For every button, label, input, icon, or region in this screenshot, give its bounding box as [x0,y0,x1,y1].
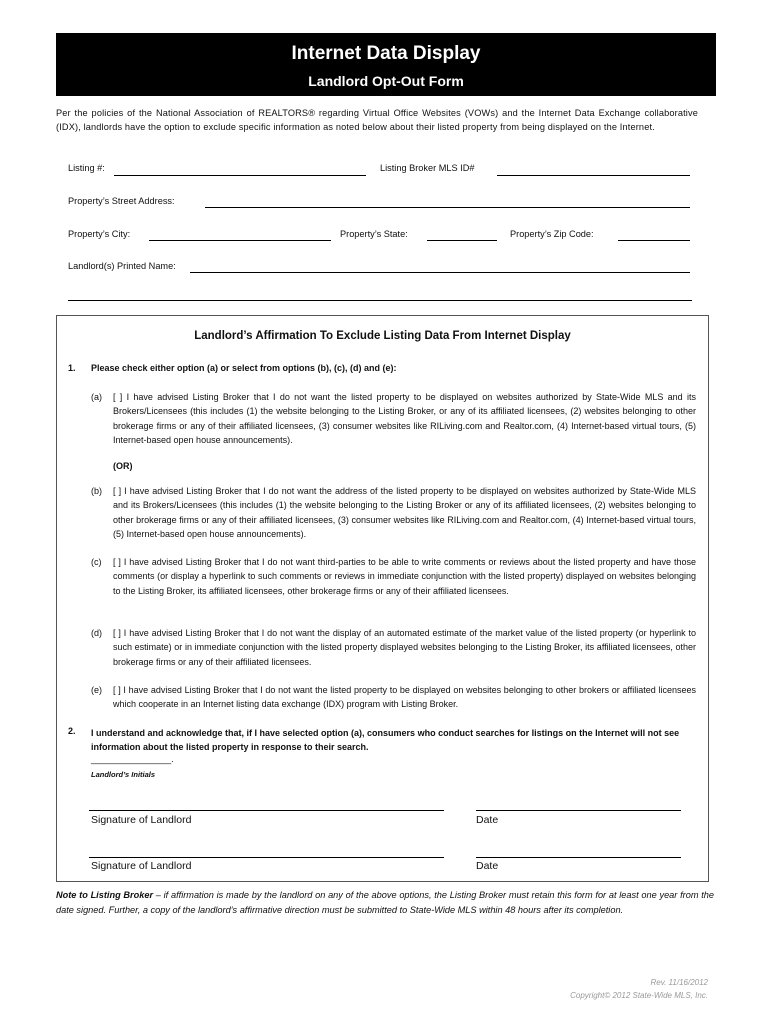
revision-date: Rev. 11/16/2012 [650,978,708,987]
note-text: – if affirmation is made by the landlord on any of the above options, the Listing Broker must retain this form for at least one year from the date signed. Further, a copy of the landlord’s affirmative direction must be submitted to State-Wide MLS within 48 hours after its completion. [56,890,714,915]
form-header [56,33,716,96]
date-line-2[interactable] [476,857,681,858]
broker-mls-field[interactable] [497,175,690,176]
option-d-label: (d) [91,628,102,638]
signature-line-2[interactable] [89,857,444,858]
zip-field[interactable] [618,240,690,241]
item-2-text: I understand and acknowledge that, if I have selected option (a), consumers who conduct searches for listings on the Internet will not see information about the listed property in response to their search. [91,728,680,753]
option-b-label: (b) [91,486,102,496]
landlord-name-field-2[interactable] [68,300,692,301]
note-lead: Note to Listing Broker [56,890,154,900]
landlord-name-label: Landlord(s) Printed Name: [68,261,176,271]
note-paragraph [56,888,714,918]
option-a-text[interactable]: [ ] I have advised Listing Broker that I do not want the listed property to be displayed on websites authorized by State-Wide MLS and its Brokers/Licensees (this includes (1) the website belonging to the Listing Broker, or any of its affiliated licensees, (2) websites belonging to other brokerage firms or any of their affiliated licensees, (3) consumer websites like RILiving.com and Realtor.com, (4) Internet-based virtual tours, (5) Internet-based open house announcements). [113,392,696,445]
zip-label: Property’s Zip Code: [510,229,594,239]
signature-label-2: Signature of Landlord [91,860,192,872]
item-2-number: 2. [68,726,76,736]
date-label-2: Date [476,860,499,872]
or-text: (OR) [113,461,133,471]
broker-mls-label: Listing Broker MLS ID# [380,163,475,173]
initials-label: Landlord’s Initials [91,770,156,779]
landlord-name-field[interactable] [190,272,690,273]
state-label: Property’s State: [340,229,408,239]
option-d-text[interactable]: [ ] I have advised Listing Broker that I do not want the display of an automated estimate of the market value of the listed property (or hyperlink to such estimate) or in immediate conjunction with the listed property displayed websites belonging to the Listing Broker, its affiliated licensees, other brokerage firms or any of their affiliated licensees. [113,628,696,667]
item-1-number: 1. [68,363,76,373]
option-c-label: (c) [91,557,102,567]
initials-field[interactable]: ________________. [91,754,174,764]
listing-number-label: Listing #: [68,163,105,173]
city-label: Property’s City: [68,229,131,239]
option-a-label: (a) [91,392,102,402]
city-field[interactable] [149,240,331,241]
signature-label-1: Signature of Landlord [91,814,192,826]
signature-line-1[interactable] [89,810,444,811]
intro-paragraph: Per the policies of the National Association of REALTORS® regarding Virtual Office Websites (VOWs) and the Internet Data Exchange collaborative (IDX), landlords have the option to exclude specific information as noted below about their listed property from being displayed on the Internet. [56,108,698,132]
street-address-field[interactable] [205,207,690,208]
option-b-text[interactable]: [ ] I have advised Listing Broker that I do not want the address of the listed property to be displayed on websites authorized by State-Wide MLS and its Brokers/Licensees (this includes (1) the website belonging to the Listing Broker or any of its affiliated licensees, (2) websites belonging to other brokerage firms or any of their affiliated licensees, (3) consumer websites like RILiving.com and Realtor.com, (4) Internet-based virtual tours, (5) Internet-based open house announcements). [113,486,696,539]
form-title: Internet Data Display [291,43,481,64]
option-e-text[interactable]: [ ] I have advised Listing Broker that I do not want the listed property to be displayed on websites belonging to other brokers or affiliated licensees which cooperate in an Internet listing data exchange (IDX) program with Listing Broker. [113,685,696,710]
option-e-label: (e) [91,685,102,695]
option-c-text[interactable]: [ ] I have advised Listing Broker that I do not want third-parties to be able to write comments or reviews about the listed property and have those comments (or display a hyperlink to such comments or reviews in immediate conjunction with the listed property) displayed on websites belonging to the Listing Broker, its affiliated licensees, other brokerage firms or any of their affiliated licensees. [113,557,696,596]
date-line-1[interactable] [476,810,681,811]
copyright: Copyright© 2012 State-Wide MLS, Inc. [570,991,708,1000]
form-subtitle: Landlord Opt-Out Form [308,73,464,89]
affirmation-title: Landlord’s Affirmation To Exclude Listing Data From Internet Display [194,330,571,342]
date-label-1: Date [476,814,499,826]
item-1-text: Please check either option (a) or select from options (b), (c), (d) and (e): [91,363,397,373]
listing-number-field[interactable] [114,175,366,176]
street-address-label: Property’s Street Address: [68,196,175,206]
state-field[interactable] [427,240,497,241]
